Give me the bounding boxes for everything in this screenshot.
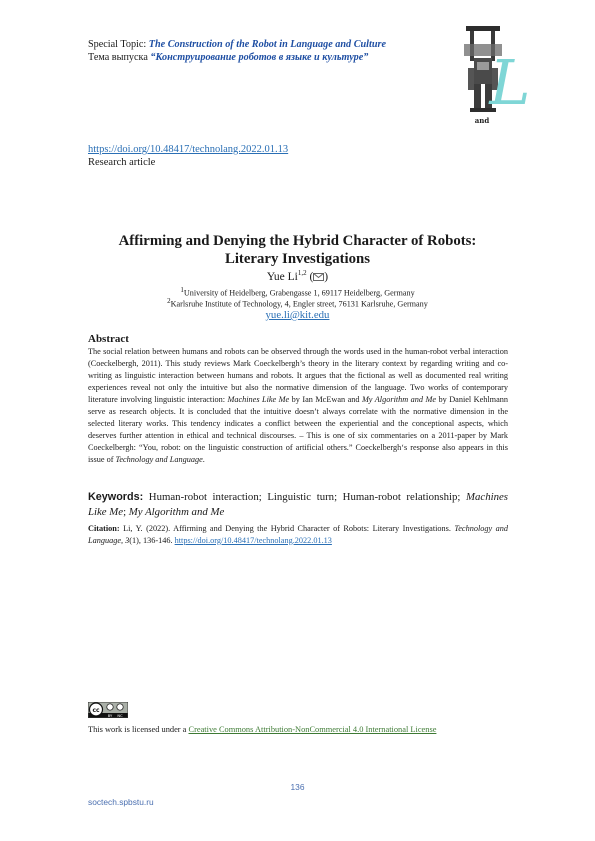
author-email — [0, 309, 595, 321]
affiliation-2 — [0, 296, 595, 310]
abstract-part-4: . — [202, 455, 205, 465]
author-line: Yue Li$^{1,2}$ ( ) — [266, 269, 329, 283]
title-line-2: Literary Investigations — [224, 251, 371, 267]
svg-text:BY: BY — [107, 713, 113, 718]
site-url[interactable]: soctech.spbstu.ru — [88, 797, 154, 807]
abstract-book-1: Machines Like Me — [227, 395, 290, 405]
article-title — [60, 232, 535, 268]
cc-license-badge[interactable] — [88, 702, 128, 718]
special-topic-header — [88, 38, 386, 64]
affiliation-1-text: University of Heidelberg, Grabengasse 1, 69117 Heidelberg, Germany — [183, 288, 415, 298]
abstract-heading: Abstract — [88, 333, 129, 345]
keywords — [88, 490, 508, 520]
journal-logo-graphic — [458, 24, 528, 126]
keywords-label: Keywords: — [88, 491, 144, 503]
citation — [88, 523, 508, 546]
affiliation-2-mark: 2 — [167, 297, 171, 305]
cc-badge-graphic — [88, 702, 128, 718]
journal-logo — [458, 24, 528, 126]
topic-prefix: Special Topic: — [88, 39, 149, 50]
abstract-journal: Technology and Language — [115, 455, 203, 465]
topic-title-en: The Construction of the Robot in Language and Culture — [148, 39, 386, 50]
title-line-1: Affirming and Denying the Hybrid Character of Robots: — [118, 233, 477, 249]
topic-en-line — [88, 38, 386, 51]
author-affiliation-marks: 1,2 — [297, 269, 307, 277]
abstract-part-1: The social relation between humans and robots can be observed through the words used in the human-robot verbal interaction (Coeckelbergh, 2011). This study reviews Mark Coeckelbergh’s theory in the literary context by regarding writing and co-writing as linguistic interaction between humans and robots. It argues that the fictional as well as documented real writing experiences reveal not only the intuitive but also the normative dimension of the language. Two works of contemporary literature involving linguistic interaction: — [88, 347, 508, 405]
keyword-book-2: My Algorithm and Me — [128, 506, 225, 518]
license-notice — [88, 725, 436, 734]
citation-journal: Technology and Language, 3 — [88, 524, 508, 545]
citation-doi-link[interactable]: https://doi.org/10.48417/technolang.2022.01.13 — [174, 535, 332, 545]
affiliation-2-text: Karlsruhe Institute of Technology, 4, Engler street, 76131 Karlsruhe, Germany — [170, 299, 428, 309]
topic-title-ru: “Конструирование роботов в языке и культуре” — [150, 52, 369, 63]
license-link[interactable]: Creative Commons Attribution-NonCommercial 4.0 International License — [188, 725, 437, 734]
citation-text: Li, Y. (2022). Affirming and Denying the Hybrid Character of Robots: Literary Investigations. — [119, 524, 455, 533]
doi-link[interactable]: https://doi.org/10.48417/technolang.2022.01.13 — [88, 144, 289, 155]
topic-ru-line — [88, 51, 386, 64]
affiliation-1-mark: 1 — [180, 286, 184, 294]
topic-prefix-ru: Тема выпуска — [88, 52, 151, 63]
svg-text:cc: cc — [92, 707, 100, 714]
keywords-separator: ; — [123, 506, 129, 518]
keywords-text: Human-robot interaction; Linguistic turn; Human-robot relationship; — [143, 491, 467, 503]
keyword-book-1: Machines Like Me — [88, 491, 508, 518]
svg-text:and: and — [474, 116, 490, 125]
abstract-part-2: by Ian McEwan and — [289, 395, 362, 405]
envelope-icon[interactable] — [313, 273, 324, 281]
article-doi — [88, 143, 288, 156]
svg-text:NC: NC — [117, 713, 123, 718]
license-prefix: This work is licensed under a — [88, 725, 189, 734]
page-number: 136 — [290, 782, 305, 792]
abstract-book-2: My Algorithm and Me — [361, 395, 437, 405]
abstract-text — [88, 346, 508, 466]
abstract-part-3: by Daniel Kehlmann serve as research objects. It is concluded that the intuitive doesn’t always correlate with the normative dimension in the selected literary works. This tendency indicates a conflict between the experiential and the conceptional aspects, which deserves further attention in ethical and technical discourses. – This is one of six commentaries on a 2011-paper by Mark Coeckelbergh: “You, robot: on the linguistic construction of artificial others.” Coeckelbergh‘s response also appears in this issue of — [88, 395, 509, 465]
svg-text:L: L — [489, 46, 528, 119]
article-type: Research article — [88, 157, 156, 168]
citation-rest: (1), 136-146. — [129, 535, 175, 545]
citation-label: Citation: — [88, 524, 120, 533]
author-name: Yue Li — [266, 270, 298, 283]
email-link[interactable]: yue.li@kit.edu — [265, 309, 330, 321]
